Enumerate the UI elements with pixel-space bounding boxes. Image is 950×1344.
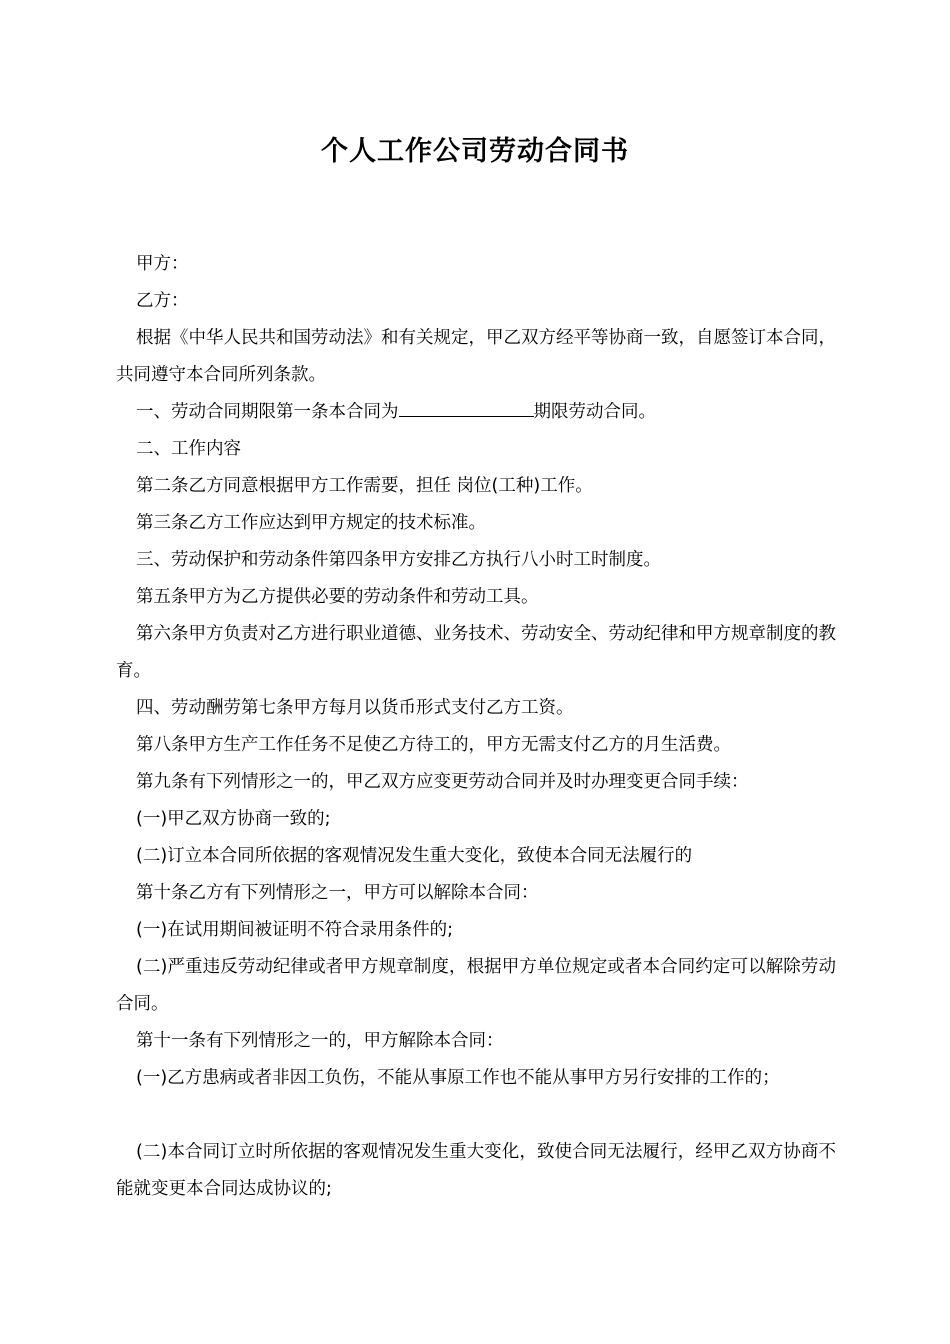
article-2: 第二条乙方同意根据甲方工作需要，担任 岗位(工种)工作。 — [136, 476, 593, 496]
section-labor-protection: 三、劳动保护和劳动条件第四条甲方安排乙方执行八小时工时制度。 — [136, 550, 661, 570]
document-title: 个人工作公司劳动合同书 — [321, 136, 629, 167]
party-b-line: 乙方： — [136, 291, 189, 311]
contract-term-blank — [399, 398, 534, 417]
contract-term-prefix: 一、劳动合同期限第一条本合同为 — [136, 402, 399, 422]
intro-paragraph: 根据《中华人民共和国劳动法》和有关规定，甲乙双方经平等协商一致，自愿签订本合同，共同遵守本合同所列条款。 — [116, 328, 836, 385]
document-body — [116, 246, 836, 1208]
article-11-item-2: (二)本合同订立时所依据的客观情况发生重大变化，致使合同无法履行，经甲乙双方协商不能就变更本合同达成协议的; — [116, 1142, 836, 1199]
article-9-item-2: (二)订立本合同所依据的客观情况发生重大变化，致使本合同无法履行的 — [136, 846, 693, 866]
article-3: 第三条乙方工作应达到甲方规定的技术标准。 — [136, 513, 486, 533]
article-9: 第九条有下列情形之一的，甲乙双方应变更劳动合同并及时办理变更合同手续： — [136, 772, 749, 792]
party-a-line: 甲方： — [136, 254, 189, 274]
section-work-content: 二、工作内容 — [136, 439, 241, 459]
article-10-item-2: (二)严重违反劳动纪律或者甲方规章制度，根据甲方单位规定或者本合同约定可以解除劳动合同。 — [116, 957, 836, 1014]
article-5: 第五条甲方为乙方提供必要的劳动条件和劳动工具。 — [136, 587, 539, 607]
paragraph-spacer — [116, 1097, 836, 1134]
contract-term-suffix: 期限劳动合同。 — [533, 402, 656, 422]
article-11: 第十一条有下列情形之一的，甲方解除本合同： — [136, 1031, 504, 1051]
article-11-item-1: (一)乙方患病或者非因工负伤，不能从事原工作也不能从事甲方另行安排的工作的； — [136, 1068, 780, 1088]
article-8: 第八条甲方生产工作任务不足使乙方待工的，甲方无需支付乙方的月生活费。 — [136, 735, 731, 755]
section-remuneration: 四、劳动酬劳第七条甲方每月以货币形式支付乙方工资。 — [136, 698, 574, 718]
article-9-item-1: (一)甲乙双方协商一致的; — [136, 809, 331, 829]
article-6: 第六条甲方负责对乙方进行职业道德、业务技术、劳动安全、劳动纪律和甲方规章制度的教育。 — [116, 624, 836, 681]
article-10: 第十条乙方有下列情形之一，甲方可以解除本合同： — [136, 883, 539, 903]
contract-term-paragraph — [116, 394, 836, 431]
article-10-item-1: (一)在试用期间被证明不符合录用条件的; — [136, 920, 454, 940]
